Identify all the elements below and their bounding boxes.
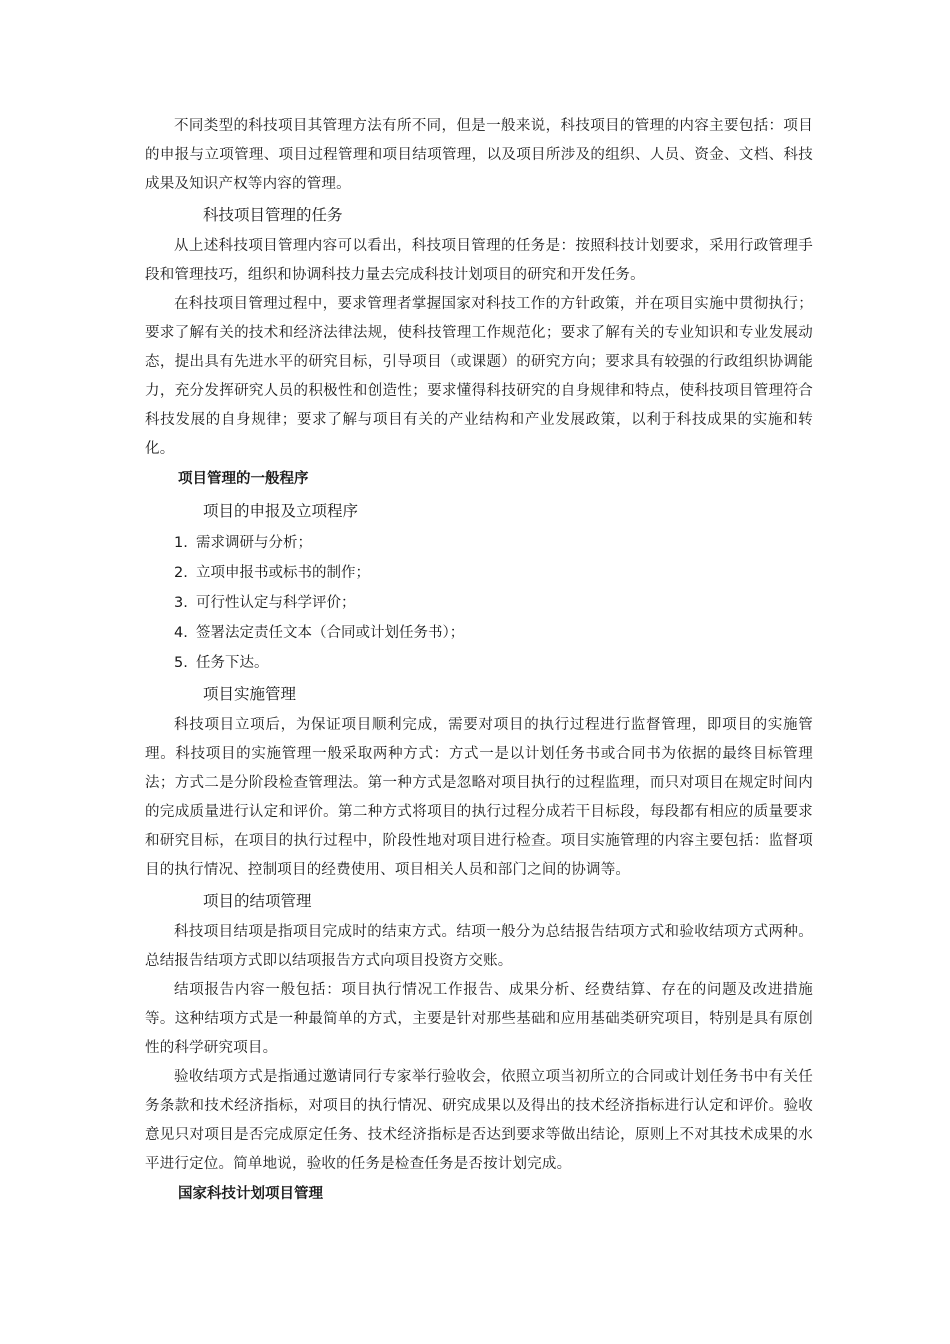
list-item <box>174 588 813 618</box>
heading-implementation-management: 项目实施管理 <box>203 685 297 703</box>
paragraph-closing-report: 结项报告内容一般包括：项目执行情况工作报告、成果分析、经费结算、存在的问题及改进措施等。这种结项方式是一种最简单的方式，主要是针对那些基础和应用基础类研究项目，特别是具有原创性的科学研究项目。 <box>145 982 813 1056</box>
paragraph-implementation: 科技项目立项后，为保证项目顺利完成，需要对项目的执行过程进行监督管理，即项目的实施管理。科技项目的实施管理一般采取两种方式：方式一是以计划任务书或合同书为依据的最终目标管理法；方式二是分阶段检查管理法。第一种方式是忽略对项目执行的过程监理，而只对项目在规定时间内的完成质量进行认定和评价。第二种方式将项目的执行过程分成若干目标段，每段都有相应的质量要求和研究目标，在项目的执行过程中，阶段性地对项目进行检查。项目实施管理的内容主要包括：监督项目的执行情况、控制项目的经费使用、项目相关人员和部门之间的协调等。 <box>145 717 813 878</box>
list-item <box>174 528 813 558</box>
list-item-number: 3. <box>174 595 188 611</box>
paragraph-acceptance: 验收结项方式是指通过邀请同行专家举行验收会，依照立项当初所立的合同或计划任务书中有关任务条款和技术经济指标，对项目的执行情况、研究成果以及得出的技术经济指标进行认定和评价。验收意见只对项目是否完成原定任务、技术经济指标是否达到要求等做出结论，原则上不对其技术成果的水平进行定位。简单地说，验收的任务是检查任务是否按计划完成。 <box>145 1069 813 1172</box>
paragraph-management-content: 不同类型的科技项目其管理方法有所不同，但是一般来说，科技项目的管理的内容主要包括：项目的申报与立项管理、项目过程管理和项目结项管理，以及项目所涉及的组织、人员、资金、文档、科技成果及知识产权等内容的管理。 <box>145 118 813 192</box>
paragraph-tasks-summary: 从上述科技项目管理内容可以看出，科技项目管理的任务是：按照科技计划要求，采用行政管理手段和管理技巧，组织和协调科技力量去完成科技计划项目的研究和开发任务。 <box>145 238 813 283</box>
list-item-text: 需求调研与分析； <box>196 535 312 551</box>
paragraph-manager-requirements: 在科技项目管理过程中，要求管理者掌握国家对科技工作的方针政策，并在项目实施中贯彻执行；要求了解有关的技术和经济法律法规，使科技管理工作规范化；要求了解有关的专业知识和专业发展动态，提出具有先进水平的研究目标，引导项目（或课题）的研究方向；要求具有较强的行政组织协调能力，充分发挥研究人员的积极性和创造性；要求懂得科技研究的自身规律和特点，使科技项目管理符合科技发展的自身规律；要求了解与项目有关的产业结构和产业发展政策，以利于科技成果的实施和转化。 <box>145 296 813 457</box>
list-item-number: 4. <box>174 625 188 641</box>
list-item <box>174 648 813 678</box>
list-item-number: 5. <box>174 655 188 671</box>
list-item-text: 任务下达。 <box>196 655 269 671</box>
list-item-text: 立项申报书或标书的制作； <box>196 565 370 581</box>
list-item <box>174 618 813 648</box>
procedure-list <box>145 528 813 678</box>
list-item <box>174 558 813 588</box>
document-page <box>145 112 813 1210</box>
paragraph-closing-methods: 科技项目结项是指项目完成时的结束方式。结项一般分为总结报告结项方式和验收结项方式两种。总结报告结项方式即以结项报告方式向项目投资方交账。 <box>145 924 813 969</box>
heading-national-program: 国家科技计划项目管理 <box>178 1186 323 1202</box>
heading-closing-management: 项目的结项管理 <box>203 892 312 910</box>
list-item-text: 可行性认定与科学评价； <box>196 595 356 611</box>
heading-general-procedure: 项目管理的一般程序 <box>178 471 309 487</box>
list-item-text: 签署法定责任文本（合同或计划任务书）； <box>196 625 465 641</box>
list-item-number: 1. <box>174 535 188 551</box>
list-item-number: 2. <box>174 565 188 581</box>
heading-application-procedure: 项目的申报及立项程序 <box>203 502 359 520</box>
heading-management-tasks: 科技项目管理的任务 <box>203 206 343 224</box>
